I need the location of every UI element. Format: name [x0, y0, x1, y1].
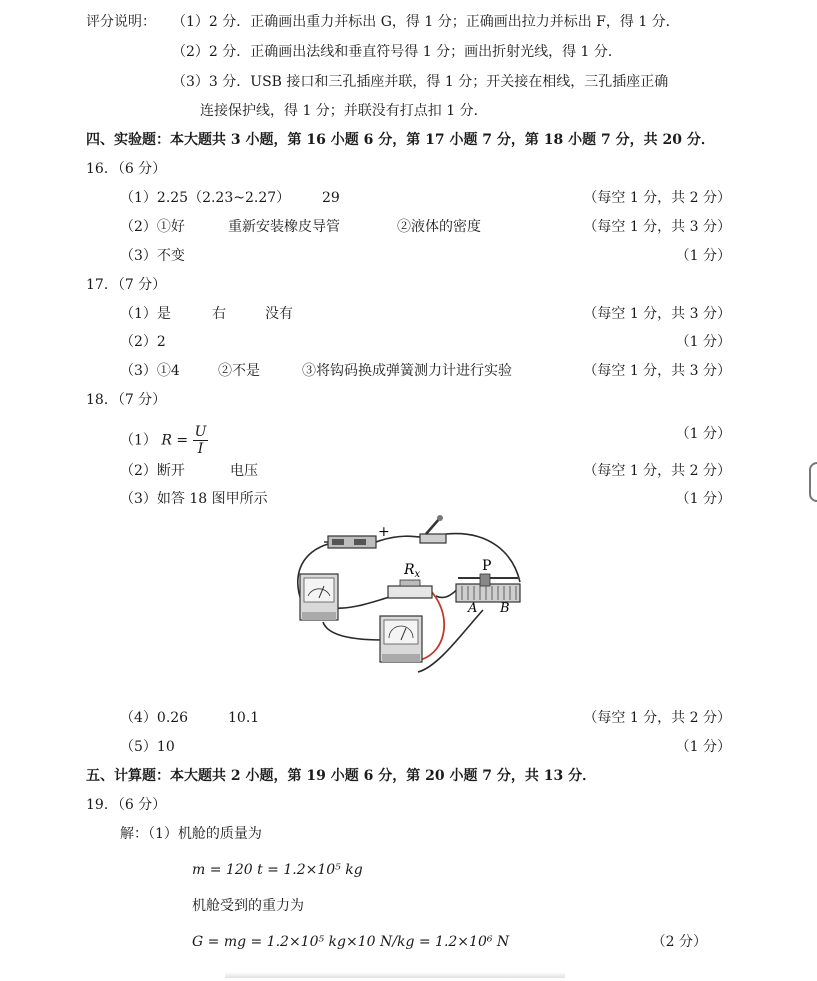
cut-off-line	[225, 972, 565, 978]
fraction-numerator: U	[194, 424, 207, 440]
q16-number: 16．（6 分）	[86, 161, 167, 177]
fraction-denominator: I	[197, 441, 204, 457]
q17-part1-score: （每空 1 分，共 3 分）	[583, 306, 731, 322]
rheostat	[456, 574, 520, 602]
section-5-heading: 五、计算题：本大题共 2 小题，第 19 小题 6 分，第 20 小题 7 分，共 13 分．	[86, 768, 597, 784]
q18-part5: （5）10	[120, 739, 175, 755]
ohm-fraction	[193, 424, 209, 457]
q18-part2-score: （每空 1 分，共 2 分）	[583, 463, 731, 479]
q18-part3: （3）如答 18 图甲所示	[120, 491, 268, 507]
q17-number: 17．（7 分）	[86, 277, 167, 293]
q19-solution-intro: 解：（1）机舱的质量为	[120, 826, 262, 842]
q17-part1-b: 右	[212, 306, 226, 322]
resistor-rx	[388, 580, 432, 598]
q16-part1: （1）2.25（2.23~2.27）	[120, 190, 291, 206]
scoring-line-1: （1）2 分．正确画出重力并标出 G，得 1 分；正确画出拉力并标出 F，得 1 分．	[172, 14, 680, 30]
scoring-line-3: （3）3 分．USB 接口和三孔插座并联，得 1 分；开关接在相线，三孔插座正确	[172, 74, 669, 90]
scoring-label: 评分说明：	[86, 14, 156, 30]
battery-plus-sign: +	[378, 524, 390, 540]
q18-part3-score: （1 分）	[675, 491, 731, 507]
red-wire	[420, 588, 444, 660]
q16-part3-score: （1 分）	[675, 248, 731, 264]
q19-number: 19．（6 分）	[86, 797, 167, 813]
q17-part3-b: ②不是	[218, 363, 260, 379]
q17-part3-c: ③将钩码换成弹簧测力计进行实验	[302, 363, 512, 379]
page-edge-mark	[809, 462, 817, 502]
section-4-heading: 四、实验题：本大题共 3 小题，第 16 小题 6 分，第 17 小题 7 分，第 18 小题 7 分，共 20 分．	[86, 132, 715, 148]
terminal-a-label: A	[468, 601, 478, 616]
q17-part3: （3）①4	[120, 363, 180, 379]
q18-part5-score: （1 分）	[675, 739, 731, 755]
battery	[324, 536, 376, 548]
q16-part3: （3）不变	[120, 248, 185, 264]
q19-equation-gravity: G = mg = 1.2×10⁵ kg×10 N/kg = 1.2×10⁶ N	[192, 934, 510, 950]
scoring-line-4: 连接保护线，得 1 分；并联没有打点扣 1 分．	[200, 103, 488, 119]
slider-p-label: P	[482, 558, 492, 574]
q16-part2-score: （每空 1 分，共 3 分）	[583, 219, 731, 235]
q18-part4: （4）0.26	[120, 710, 189, 726]
q18-part4-b: 10.1	[228, 710, 260, 726]
q16-part2: （2）①好	[120, 219, 185, 235]
terminal-b-label: B	[500, 601, 510, 616]
q18-number: 18．（7 分）	[86, 392, 167, 408]
q18-part1-score: （1 分）	[675, 426, 731, 442]
q17-part3-score: （每空 1 分，共 3 分）	[583, 363, 731, 379]
q17-part2-score: （1 分）	[675, 334, 731, 350]
resistance-formula-lhs: R =	[161, 432, 189, 449]
q19-text-gravity: 机舱受到的重力为	[192, 898, 304, 914]
q18-part4-score: （每空 1 分，共 2 分）	[583, 710, 731, 726]
scoring-line-2: （2）2 分．正确画出法线和垂直符号得 1 分；画出折射光线，得 1 分．	[172, 44, 622, 60]
q19-equation-mass: m = 120 t = 1.2×10⁵ kg	[192, 862, 363, 878]
q16-part1-score: （每空 1 分，共 2 分）	[583, 190, 731, 206]
q18-part1	[120, 424, 208, 457]
q16-part2-c: ②液体的密度	[397, 219, 481, 235]
q18-part2-b: 电压	[230, 463, 258, 479]
q16-part1-b: 29	[322, 190, 340, 206]
switch	[420, 515, 446, 543]
q19-score: （2 分）	[651, 934, 707, 950]
q17-part2: （2）2	[120, 334, 166, 350]
q18-part2: （2）断开	[120, 463, 185, 479]
rx-label: $R_x$	[404, 562, 421, 580]
q17-part1: （1）是	[120, 306, 171, 322]
q16-part2-b: 重新安装橡皮导管	[228, 219, 340, 235]
q17-part1-c: 没有	[265, 306, 293, 322]
q18-part1-label: （1）	[120, 432, 157, 449]
voltmeter	[300, 574, 338, 620]
circuit-figure	[288, 512, 538, 692]
ammeter	[380, 616, 422, 662]
